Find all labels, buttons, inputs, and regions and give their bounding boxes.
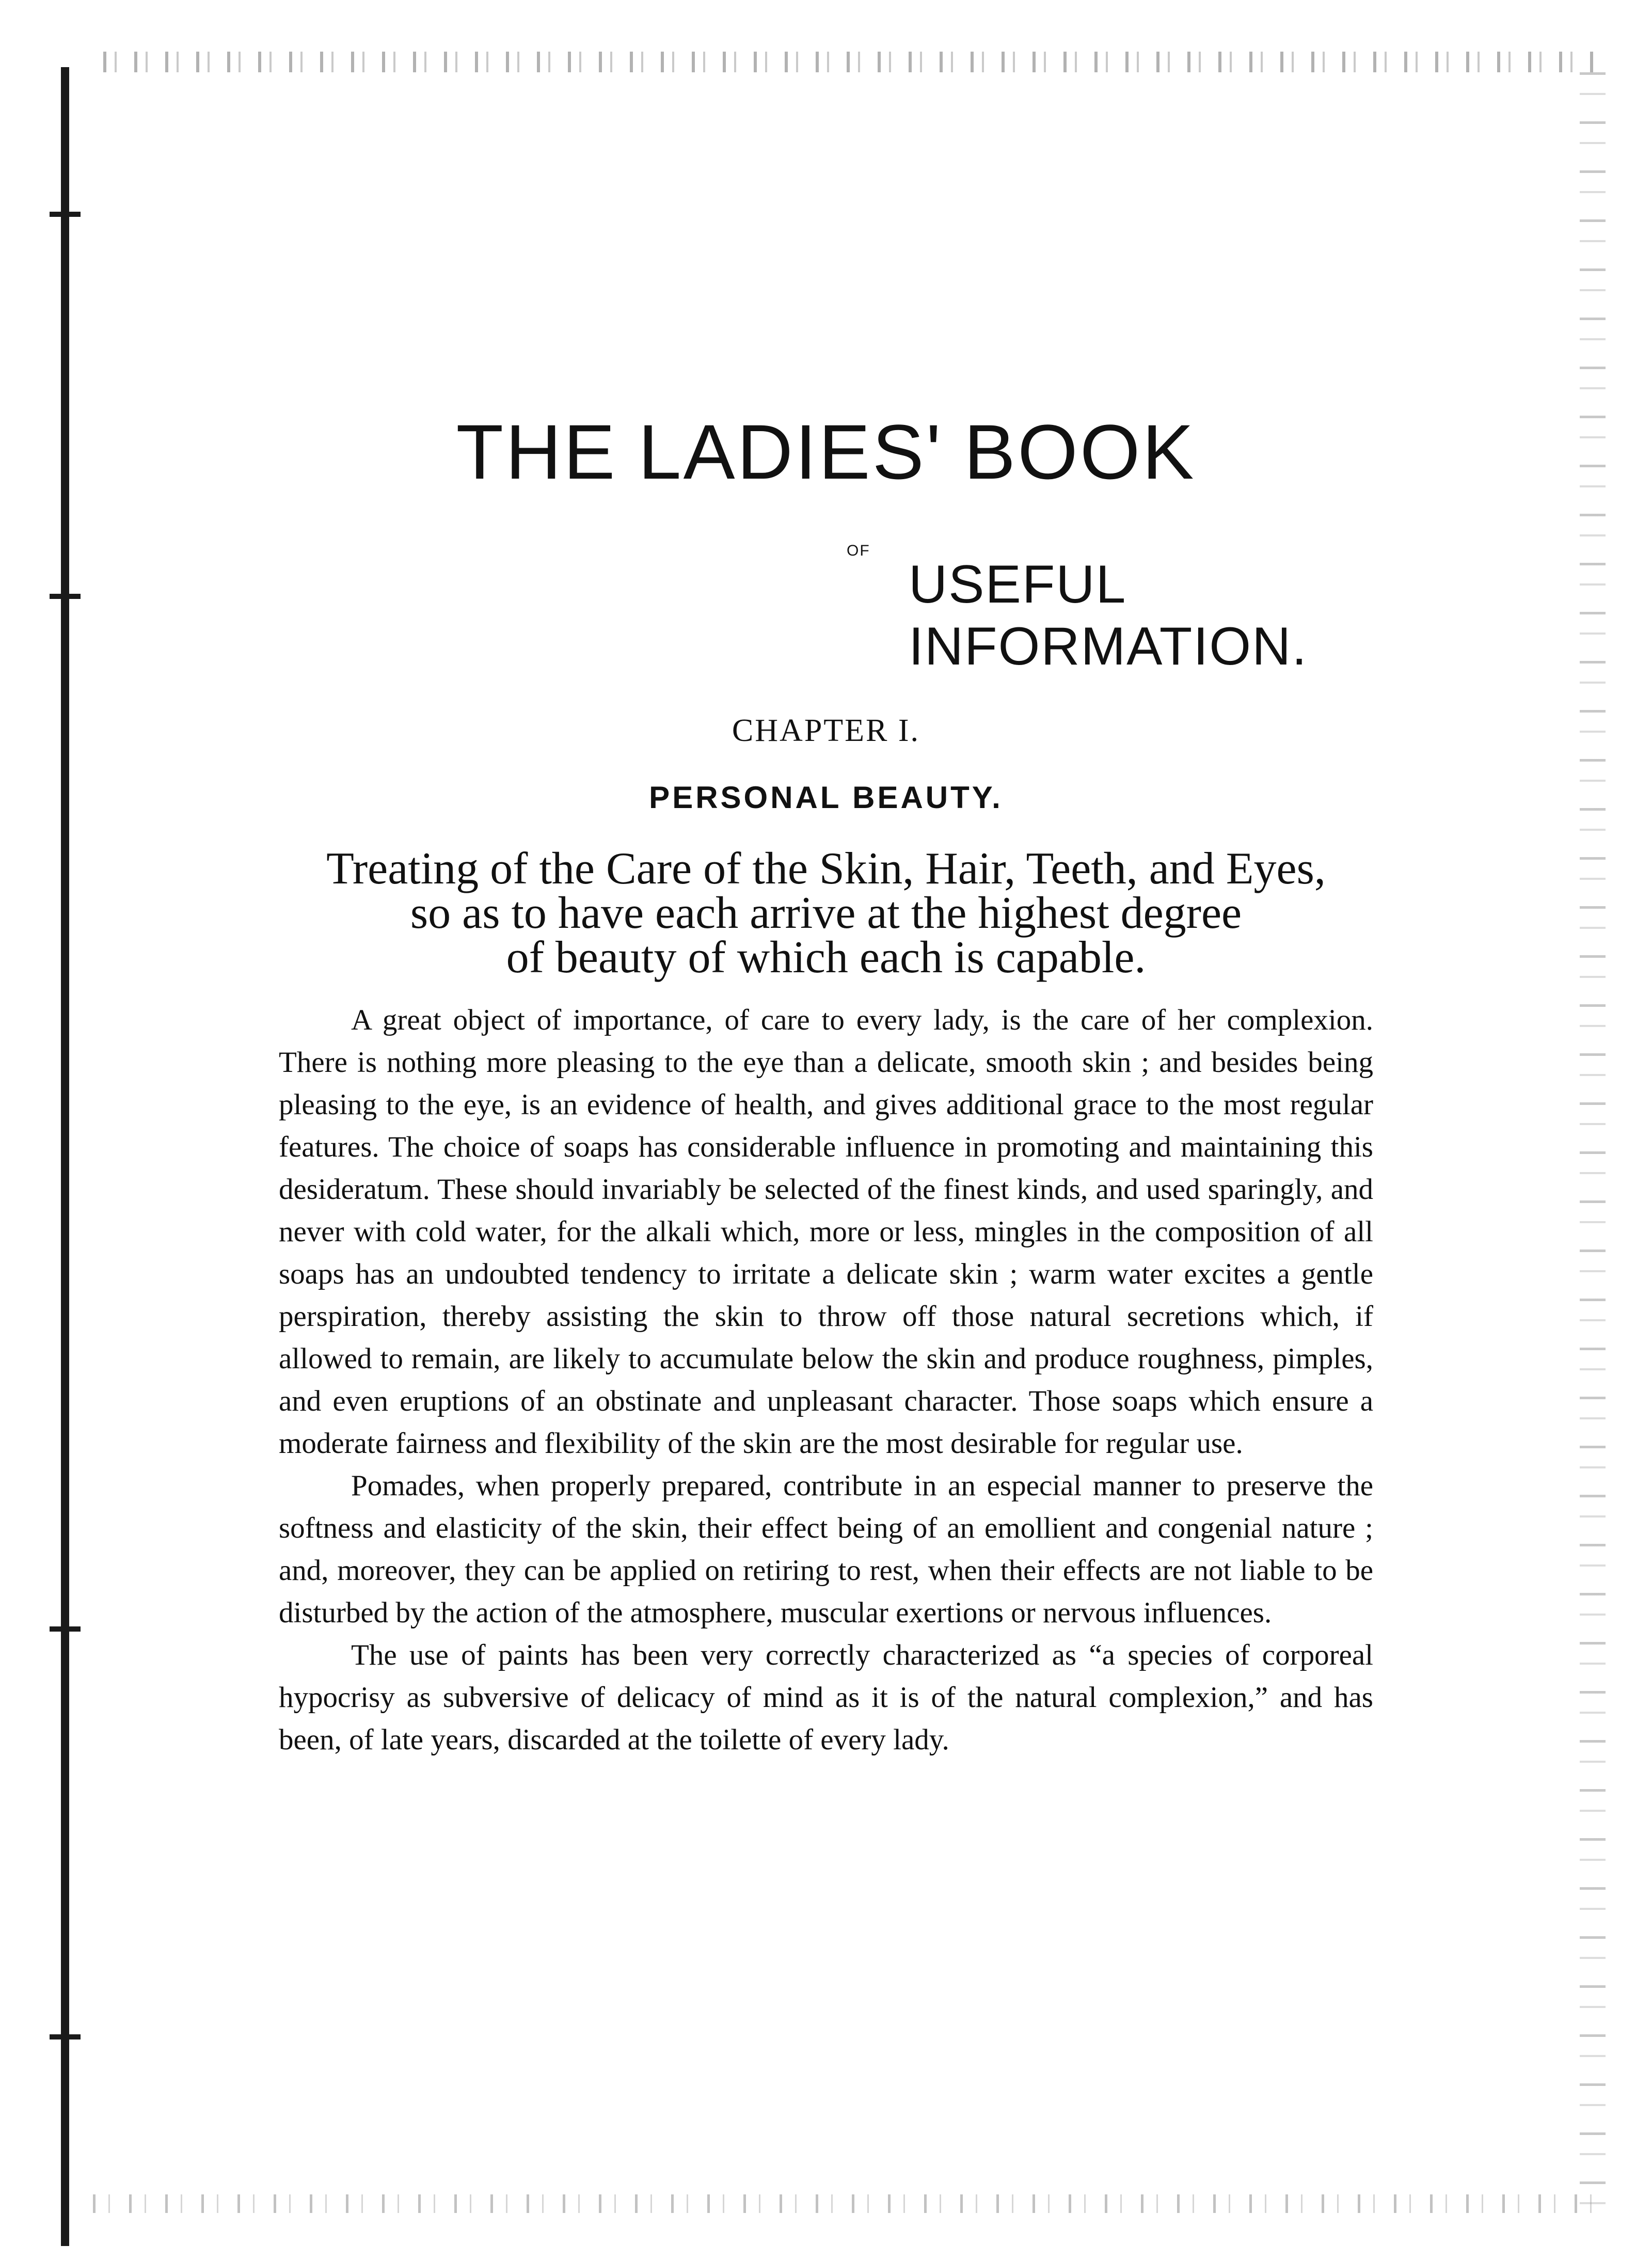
title-useful: USEFUL bbox=[909, 555, 1127, 614]
title-word-ladies: LADIES' bbox=[638, 408, 943, 495]
binding-edge-rule bbox=[61, 67, 69, 2246]
binding-edge-mark bbox=[50, 212, 81, 217]
binding-edge-mark bbox=[50, 594, 81, 599]
subtitle-line: so as to have each arrive at the highest degree bbox=[410, 888, 1242, 938]
scan-noise-bottom bbox=[93, 2194, 1600, 2213]
title-information: INFORMATION. bbox=[909, 616, 1308, 676]
book-title bbox=[0, 408, 1652, 495]
chapter-heading: CHAPTER I. bbox=[732, 713, 920, 748]
scan-noise-top bbox=[103, 52, 1600, 72]
section-heading: PERSONAL BEAUTY. bbox=[649, 780, 1003, 815]
subtitle-line: Treating of the Care of the Skin, Hair, Teeth, and Eyes, bbox=[326, 844, 1326, 894]
title-word-book: BOOK bbox=[964, 408, 1196, 495]
scan-noise-right bbox=[1580, 72, 1606, 2210]
paragraph: The use of paints has been very correctly characterized as “a species of corporeal hypocrisy as subversive of delicacy of mind as it is of the natural complexion,” and has been, of late years, discarded at the toilette of every lady. bbox=[279, 1639, 1373, 1756]
section-subtitle bbox=[206, 844, 1446, 983]
paragraph: A great object of importance, of care to every lady, is the care of her complexion. There is nothing more pleasing to the eye than a delicate, smooth skin ; and besides being pleasing to the eye, is an evidence of health, and gives additional grace to the most regular features. The choice of soaps has considerable influence in promoting and maintaining this desideratum. These should invariably be selected of the finest kinds, and used sparingly, and never with cold water, for the alkali which, more or less, mingles in the composition of all soaps has an undoubted tendency to irritate a delicate skin ; warm water excites a gentle perspiration, thereby assisting the skin to throw off those natural secretions which, if allowed to remain, are likely to accumulate below the skin and produce roughness, pimples, and even eruptions of an obstinate and unpleasant character. Those soaps which ensure a moderate fairness and flexibility of the skin are the most desirable for regular use. bbox=[279, 1004, 1373, 1460]
title-word-the: THE bbox=[456, 408, 617, 495]
body-text bbox=[279, 999, 1373, 1761]
binding-edge-mark bbox=[50, 1626, 81, 1632]
paragraph: Pomades, when properly prepared, contribute in an especial manner to preserve the softness and elasticity of the skin, their effect being of an emollient and congenial nature ; and, moreover, they can be applied on retiring to rest, when their effects are not liable to be disturbed by the action of the atmosphere, muscular exertions or nervous influences. bbox=[279, 1469, 1373, 1629]
title-of: OF bbox=[847, 542, 870, 559]
binding-edge-mark bbox=[50, 2034, 81, 2039]
subtitle-line: of beauty of which each is capable. bbox=[506, 932, 1146, 983]
